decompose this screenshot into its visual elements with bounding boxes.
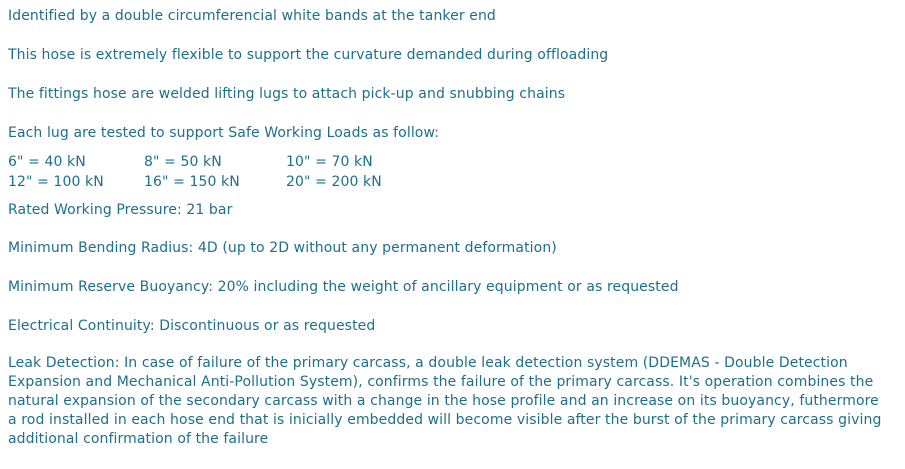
electrical-continuity-text: Electrical Continuity: Discontinuous or as requested	[8, 318, 376, 334]
reserve-buoyancy-text: Minimum Reserve Buoyancy: 20% including the weight of ancillary equipment or as requested	[8, 279, 679, 295]
leak-detection-text: Leak Detection: In case of failure of the primary carcass, a double leak detection system (DDEMAS - Double Detection Expansion and Mechanical Anti-Pollution System), confirms the failure of the primary carcass. It's operation combines the natural expansion of the secondary carcass with a change in the hose profile and an increase on its buoyancy, futhermore a rod installed in each hose end that is inicially embedded will become visible after the burst of the primary carcass giving additional confirmation of the failure	[8, 355, 882, 447]
lug-load-6in: 6" = 40 kN	[8, 154, 86, 170]
flexibility-text: This hose is extremely flexible to support the curvature demanded during offloading	[8, 47, 609, 63]
bending-radius-text: Minimum Bending Radius: 4D (up to 2D without any permanent deformation)	[8, 240, 557, 256]
identification-text: Identified by a double circumferencial white bands at the tanker end	[8, 8, 496, 24]
lug-row	[8, 152, 568, 172]
safe-working-loads-table	[8, 152, 568, 192]
fittings-text: The fittings hose are welded lifting lugs to attach pick-up and snubbing chains	[8, 86, 566, 102]
lug-load-12in: 12" = 100 kN	[8, 174, 104, 190]
lug-load-20in: 20" = 200 kN	[286, 174, 382, 190]
lug-row	[8, 172, 568, 192]
lug-loads-intro: Each lug are tested to support Safe Working Loads as follow:	[8, 125, 440, 141]
lug-load-8in: 8" = 50 kN	[144, 154, 222, 170]
lug-load-10in: 10" = 70 kN	[286, 154, 373, 170]
lug-load-16in: 16" = 150 kN	[144, 174, 240, 190]
working-pressure-text: Rated Working Pressure: 21 bar	[8, 202, 233, 218]
